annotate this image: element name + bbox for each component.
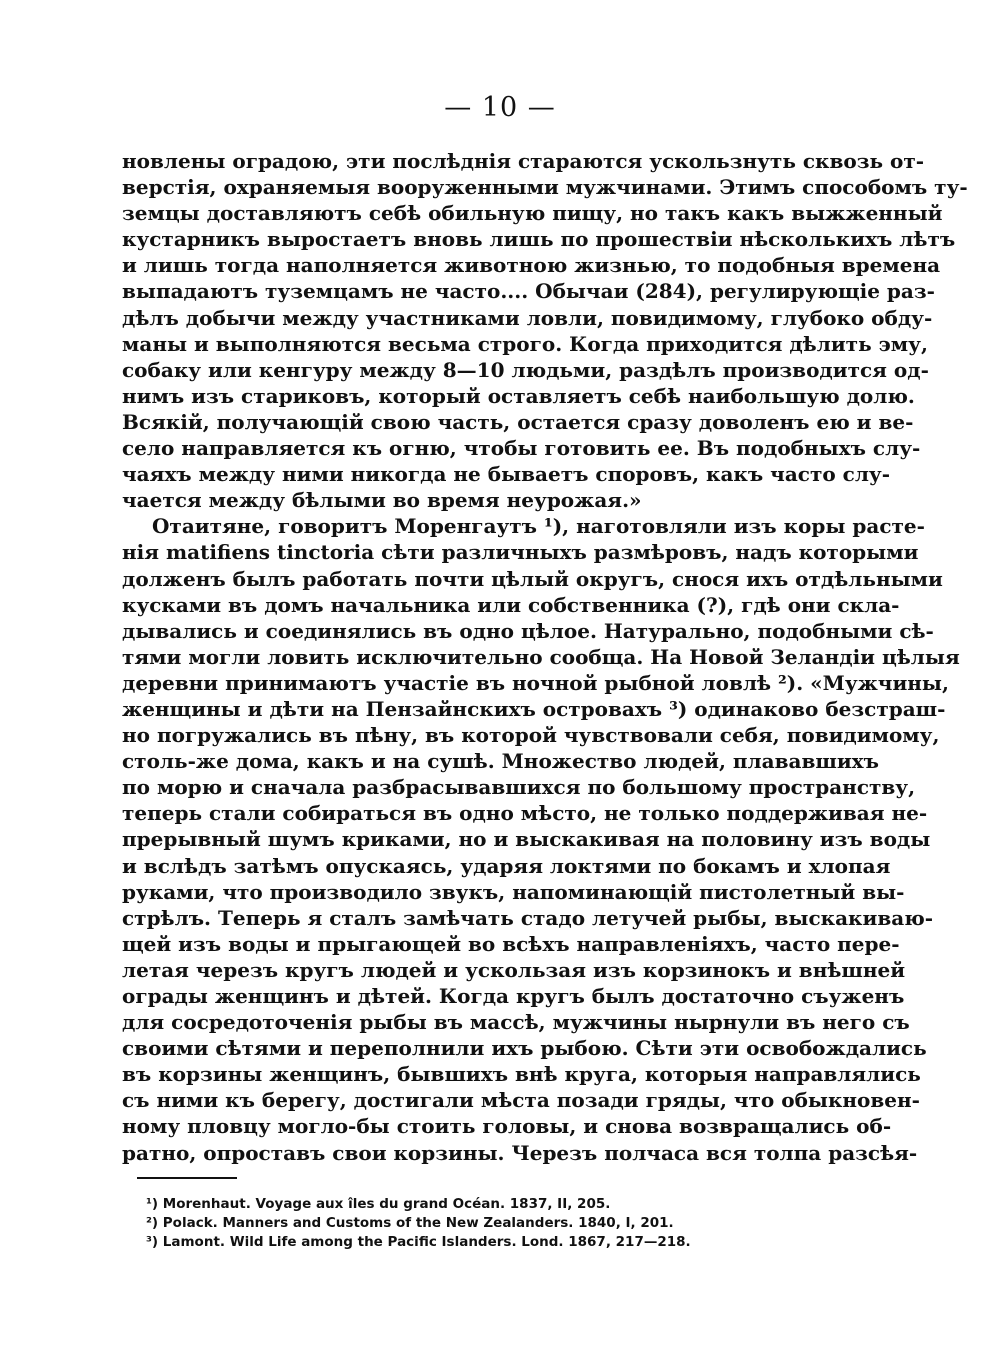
text-line: чается между бѣлыми во время неурожая.»	[122, 488, 642, 513]
text-line: ограды женщинъ и дѣтей. Когда кругъ былъ достаточно съуженъ	[122, 984, 905, 1008]
text-line: ратно, опроставъ свои корзины. Черезъ полчаса вся толпа разсѣя-	[122, 1140, 918, 1165]
text-line: село направляется къ огню, чтобы готовить ее. Въ подобныхъ слу-	[122, 436, 921, 461]
text-line: кусками въ домъ начальника или собственника (?), гдѣ они скла-	[122, 592, 900, 617]
text-line: руками, что производило звукъ, напоминающій пистолетный вы-	[122, 879, 905, 904]
text-line: маны и выполняются весьма строго. Когда приходится дѣлить эму,	[122, 331, 928, 356]
text-line: нимъ изъ стариковъ, который оставляетъ себѣ наибольшую долю.	[122, 383, 915, 408]
text-line: для сосредоточенія рыбы въ массѣ, мужчины нырнули въ него съ	[122, 1010, 910, 1035]
text-line: съ ними къ берегу, достигали мѣста позади гряды, что обыкновен-	[122, 1088, 920, 1113]
text-line: Отаитяне, говоритъ Моренгаутъ ¹), наготовляли изъ коры расте-	[152, 514, 925, 539]
text-line: собаку или кенгуру между 8—10 людьми, раздѣлъ производится од-	[122, 357, 929, 382]
text-line: но погружались въ пѣну, въ которой чувствовали себя, повидимому,	[122, 723, 940, 748]
footnote-separator	[137, 1177, 237, 1179]
text-line: нія matifiens tinctoria сѣти различныхъ размѣровъ, надъ которыми	[122, 540, 919, 565]
text-line: Всякій, получающій свою часть, остается сразу доволенъ ею и ве-	[122, 409, 914, 434]
text-line: новлены оградою, эти послѣднія стараются ускользнуть сквозь от-	[122, 149, 925, 173]
text-line: теперь стали собираться въ одно мѣсто, не только поддерживая не-	[122, 801, 928, 826]
text-line: чаяхъ между ними никогда не бываетъ споровъ, какъ часто слу-	[122, 462, 891, 487]
text-line: въ корзины женщинъ, бывшихъ внѣ круга, которыя направлялись	[122, 1062, 921, 1087]
text-line: долженъ былъ работать почти цѣлый округъ, снося ихъ отдѣльными	[122, 566, 943, 591]
text-line: своими сѣтями и переполнили ихъ рыбою. Сѣти эти освобождались	[122, 1036, 927, 1061]
text-line: кустарникъ выростаетъ вновь лишь по прошествіи нѣсколькихъ лѣтъ	[122, 227, 956, 252]
text-line: летая черезъ кругъ людей и ускользая изъ корзинокъ и внѣшней	[122, 957, 906, 982]
text-line: дывались и соединялись въ одно цѣлое. Натурально, подобными сѣ-	[122, 618, 934, 643]
text-line: по морю и сначала разбрасывавшихся по большому пространству,	[122, 775, 916, 800]
text-line: ному пловцу могло-бы стоить головы, и снова возвращались об-	[122, 1114, 892, 1139]
text-line: и лишь тогда наполняется животною жизнью, то подобныя времена	[122, 253, 941, 278]
text-line: столь-же дома, какъ и на сушѣ. Множество людей, плававшихъ	[122, 749, 879, 774]
text-line: щей изъ воды и прыгающей во всѣхъ направленіяхъ, часто пере-	[122, 931, 900, 956]
footnote-2: ²) Polack. Manners and Customs of the New Zealanders. 1840, I, 201.	[146, 1215, 674, 1231]
text-line: земцы доставляютъ себѣ обильную пищу, но такъ какъ выжженный	[122, 201, 943, 226]
text-line: деревни принимаютъ участіе въ ночной рыбной ловлѣ ²). «Мужчины,	[122, 670, 949, 695]
footnote-1: ¹) Morenhaut. Voyage aux îles du grand Océan. 1837, II, 205.	[146, 1196, 611, 1212]
text-line: и вслѣдъ затѣмъ опускаясь, ударяя локтями по бокамъ и хлопая	[122, 853, 891, 878]
text-line: прерывный шумъ криками, но и выскакивая на половину изъ воды	[122, 827, 931, 852]
text-line: стрѣлъ. Теперь я сталъ замѣчать стадо летучей рыбы, выскакиваю-	[122, 905, 933, 930]
text-line: дѣлъ добычи между участниками ловли, повидимому, глубоко обду-	[122, 305, 933, 330]
footnotes	[146, 1195, 806, 1252]
text-line: женщины и дѣти на Пензайнскихъ островахъ ³) одинаково безстраш-	[122, 696, 946, 721]
text-line: выпадаютъ туземцамъ не часто.... Обычаи (284), регулирующіе раз-	[122, 279, 935, 304]
text-line: верстія, охраняемыя вооруженными мужчинами. Этимъ способомъ ту-	[122, 175, 968, 200]
body-text	[122, 148, 968, 1166]
page-number: — 10 —	[444, 92, 556, 123]
text-line: тями могли ловить исключительно сообща. На Новой Зеландіи цѣлыя	[122, 644, 960, 669]
footnote-3: ³) Lamont. Wild Life among the Pacific Islanders. Lond. 1867, 217—218.	[146, 1234, 691, 1250]
